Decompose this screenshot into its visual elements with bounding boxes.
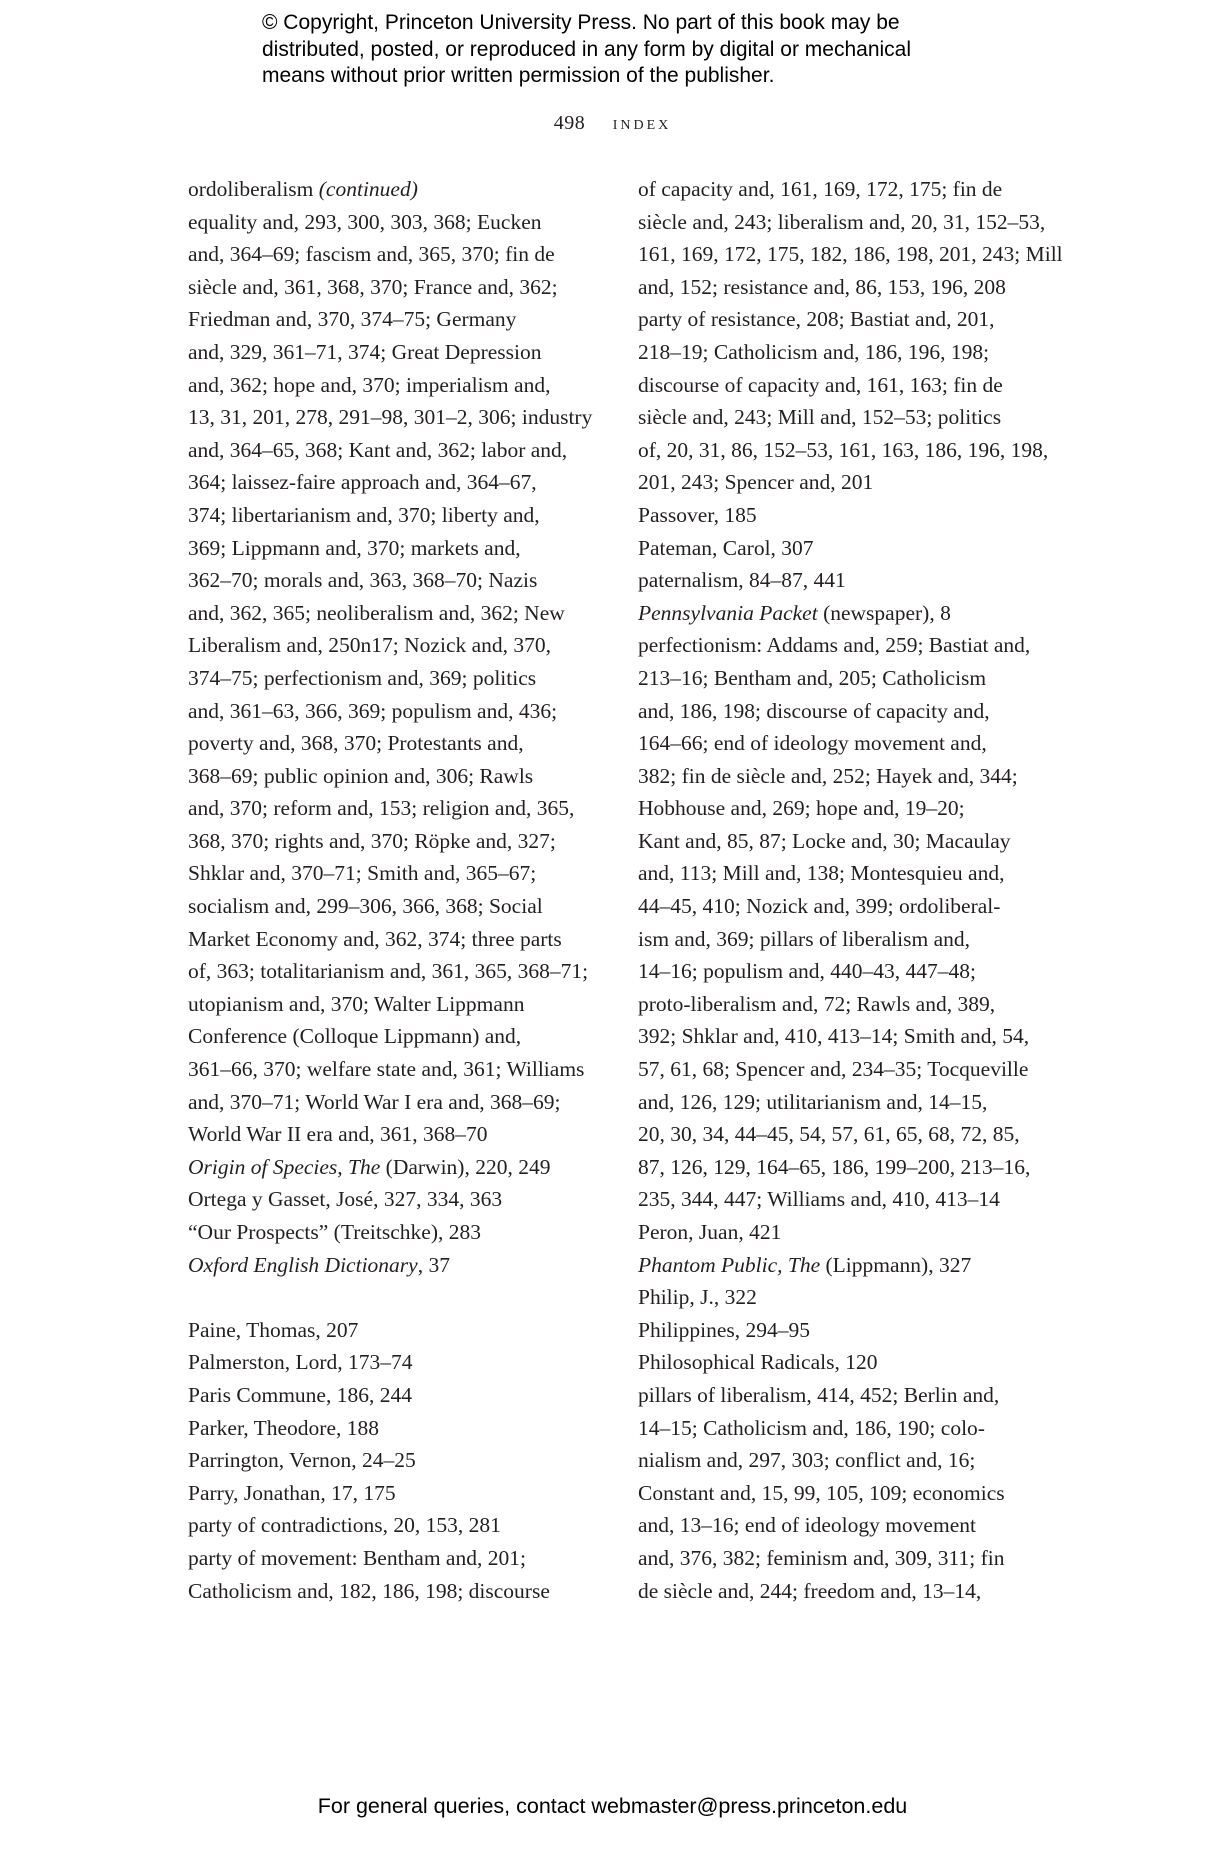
index-subentry-line: and, 364–65, 368; Kant and, 362; labor and,: [188, 437, 568, 462]
index-entry-heading: [638, 303, 1058, 336]
entry-term: pillars of liberalism, 414, 452; Berlin and,: [638, 1382, 1000, 1407]
index-subentry-line: siècle and, 243; Mill and, 152–53; politics: [638, 405, 1002, 430]
index-column-right: [638, 173, 1063, 1607]
index-subentry-line: and, 370; reform and, 153; religion and, 365,: [188, 796, 575, 821]
index-subentry-line: discourse of capacity and, 161, 163; fin de: [638, 372, 1003, 397]
index-subentry-line: Liberalism and, 250n17; Nozick and, 370,: [188, 633, 552, 658]
index-entry: [638, 1379, 1058, 1607]
copyright-line: © Copyright, Princeton University Press. No part of this book may be: [262, 11, 900, 34]
entry-pages: , 37: [417, 1252, 450, 1277]
index-subentry-line: and, 370–71; World War I era and, 368–69;: [188, 1089, 561, 1114]
index-entry: [188, 1151, 608, 1184]
entry-title: Phantom Public, The: [638, 1252, 821, 1277]
index-subentry-line: 44–45, 410; Nozick and, 399; ordoliberal-: [638, 894, 1001, 919]
index-entry: Parrington, Vernon, 24–25: [188, 1448, 416, 1473]
entry-term: party of resistance, 208; Bastiat and, 201,: [638, 307, 995, 332]
index-entry: paternalism, 84–87, 441: [638, 568, 846, 593]
index-subentry-line: 368, 370; rights and, 370; Röpke and, 327;: [188, 828, 556, 853]
copyright-line: means without prior written permission of the publisher.: [262, 64, 775, 87]
index-subentry-line: and, 126, 129; utilitarianism and, 14–15,: [638, 1089, 988, 1114]
index-subentry-line: siècle and, 243; liberalism and, 20, 31, 152–53,: [638, 209, 1046, 234]
index-entry: Philip, J., 322: [638, 1285, 757, 1310]
index-subentry-line: ism and, 369; pillars of liberalism and,: [638, 926, 971, 951]
index-subentry-line: of, 20, 31, 86, 152–53, 161, 163, 186, 196, 198,: [638, 437, 1049, 462]
index-subentry-line: 368–69; public opinion and, 306; Rawls: [188, 763, 534, 788]
index-subentry-line: de siècle and, 244; freedom and, 13–14,: [638, 1578, 982, 1603]
index-entry: [638, 1249, 1058, 1282]
index-subentry-line: 87, 126, 129, 164–65, 186, 199–200, 213–16,: [638, 1154, 1031, 1179]
index-subentry-line: 213–16; Bentham and, 205; Catholicism: [638, 665, 987, 690]
index-entry-heading: [638, 1379, 1058, 1412]
index-entry-heading: [638, 629, 1058, 662]
index-subentry-line: proto-liberalism and, 72; Rawls and, 389,: [638, 991, 996, 1016]
index-subentry-line: and, 361–63, 366, 369; populism and, 436;: [188, 698, 558, 723]
index-subentry-line: 235, 344, 447; Williams and, 410, 413–14: [638, 1187, 1000, 1212]
index-entry: Paris Commune, 186, 244: [188, 1382, 412, 1407]
entry-term: perfectionism: Addams and, 259; Bastiat and,: [638, 633, 1031, 658]
index-subentry-line: socialism and, 299–306, 366, 368; Social: [188, 894, 543, 919]
page-number: 498: [553, 112, 586, 134]
index-subentry-line: 362–70; morals and, 363, 368–70; Nazis: [188, 568, 538, 593]
entry-term: party of movement: Bentham and, 201;: [188, 1545, 526, 1570]
index-entry-continued: [638, 173, 1063, 303]
index-subentry-line: and, 376, 382; feminism and, 309, 311; fin: [638, 1545, 1005, 1570]
index-subentry-line: 164–66; end of ideology movement and,: [638, 731, 987, 756]
index-subentry-line: 14–15; Catholicism and, 186, 190; colo-: [638, 1415, 985, 1440]
entry-pages: (Darwin), 220, 249: [380, 1154, 551, 1179]
index-subentry-line: poverty and, 368, 370; Protestants and,: [188, 731, 524, 756]
page-title: index: [612, 112, 672, 134]
index-subentry-line: 14–16; populism and, 440–43, 447–48;: [638, 959, 977, 984]
index-entry: [638, 597, 1058, 630]
index-entry-heading: [188, 173, 608, 206]
entry-pages: (Lippmann), 327: [820, 1252, 972, 1277]
index-subentry-line: 13, 31, 201, 278, 291–98, 301–2, 306; industry: [188, 405, 593, 430]
index-subentry-line: and, 362; hope and, 370; imperialism and,: [188, 372, 551, 397]
index-subentry-line: of, 363; totalitarianism and, 361, 365, 368–71;: [188, 959, 589, 984]
index-subentry-line: 364; laissez-faire approach and, 364–67,: [188, 470, 537, 495]
index-subentry-line: Constant and, 15, 99, 105, 109; economics: [638, 1480, 1005, 1505]
index-entry: Philosophical Radicals, 120: [638, 1350, 878, 1375]
index-entry: Pateman, Carol, 307: [638, 535, 814, 560]
index-subentry-line: and, 364–69; fascism and, 365, 370; fin de: [188, 242, 555, 267]
index-entry: Passover, 185: [638, 502, 757, 527]
entry-pages: (newspaper), 8: [817, 600, 951, 625]
index-entry: [638, 629, 1058, 1216]
index-subentry-line: and, 13–16; end of ideology movement: [638, 1513, 976, 1538]
entry-term: ordoliberalism: [188, 177, 314, 201]
section-gap: [188, 1281, 608, 1314]
index-entry: Philippines, 294–95: [638, 1317, 811, 1342]
index-subentry-line: nialism and, 297, 303; conflict and, 16;: [638, 1448, 976, 1473]
index-subentry-line: and, 152; resistance and, 86, 153, 196, 208: [638, 274, 1006, 299]
index-entry: Peron, Juan, 421: [638, 1220, 782, 1244]
copyright-notice: [262, 10, 1022, 90]
index-subentry-line: and, 362, 365; neoliberalism and, 362; New: [188, 600, 565, 625]
index-entry: [188, 1542, 608, 1607]
footer-contact: For general queries, contact webmaster@press.princeton.edu: [317, 1794, 908, 1818]
index-subentry-line: and, 329, 361–71, 374; Great Depression: [188, 339, 542, 364]
index-subentry-line: Hobhouse and, 269; hope and, 19–20;: [638, 796, 965, 821]
index-entry: Parker, Theodore, 188: [188, 1415, 379, 1440]
index-subentry-line: 218–19; Catholicism and, 186, 196, 198;: [638, 339, 990, 364]
entry-title: Origin of Species, The: [188, 1154, 381, 1179]
index-subentry-line: and, 186, 198; discourse of capacity and,: [638, 698, 990, 723]
index-subentry-line: Market Economy and, 362, 374; three parts: [188, 926, 562, 951]
index-subentry-line: World War II era and, 361, 368–70: [188, 1122, 488, 1147]
index-subentry-line: of capacity and, 161, 169, 172, 175; fin de: [638, 177, 1003, 201]
index-subentry-line: 374; libertarianism and, 370; liberty and,: [188, 502, 540, 527]
index-entry: Parry, Jonathan, 17, 175: [188, 1480, 396, 1505]
index-subentry-line: equality and, 293, 300, 303, 368; Eucken: [188, 209, 542, 234]
index-subentry-line: 20, 30, 34, 44–45, 54, 57, 61, 65, 68, 72, 85,: [638, 1122, 1020, 1147]
index-subentry-line: 392; Shklar and, 410, 413–14; Smith and, 54,: [638, 1024, 1030, 1049]
index-subentry-line: 201, 243; Spencer and, 201: [638, 470, 874, 495]
index-entry: Palmerston, Lord, 173–74: [188, 1350, 413, 1375]
entry-qualifier: (continued): [318, 177, 418, 201]
index-entry: [188, 1249, 608, 1282]
index-subentry-line: Shklar and, 370–71; Smith and, 365–67;: [188, 861, 537, 886]
index-subentry-line: Kant and, 85, 87; Locke and, 30; Macaulay: [638, 828, 1011, 853]
index-entry-heading: [188, 1542, 608, 1575]
running-head: [0, 112, 1225, 135]
index-subentry-line: Friedman and, 370, 374–75; Germany: [188, 307, 517, 332]
index-subentry-line: 369; Lippmann and, 370; markets and,: [188, 535, 521, 560]
index-entry: party of contradictions, 20, 153, 281: [188, 1513, 501, 1538]
index-subentry-line: 382; fin de siècle and, 252; Hayek and, 344;: [638, 763, 1018, 788]
index-entry: Ortega y Gasset, José, 327, 334, 363: [188, 1187, 503, 1212]
index-subentry-line: 57, 61, 68; Spencer and, 234–35; Tocqueville: [638, 1057, 1029, 1082]
entry-title: Oxford English Dictionary: [188, 1252, 418, 1277]
copyright-line: distributed, posted, or reproduced in any form by digital or mechanical: [262, 37, 912, 61]
index-column-left: [188, 173, 608, 1607]
index-entry: [188, 173, 608, 1151]
index-subentry-line: 361–66, 370; welfare state and, 361; Williams: [188, 1057, 585, 1082]
index-subentry-line: and, 113; Mill and, 138; Montesquieu and,: [638, 861, 1005, 886]
index-subentry-line: utopianism and, 370; Walter Lippmann: [188, 991, 525, 1016]
index-subentry-line: siècle and, 361, 368, 370; France and, 362;: [188, 274, 558, 299]
index-subentry-line: Catholicism and, 182, 186, 198; discourse: [188, 1578, 550, 1603]
index-entry: [638, 303, 1058, 499]
index-subentry-line: 161, 169, 172, 175, 182, 186, 198, 201, 243; Mill: [638, 242, 1063, 267]
entry-title: Pennsylvania Packet: [638, 600, 818, 625]
index-entry: “Our Prospects” (Treitschke), 283: [188, 1220, 481, 1244]
index-entry: Paine, Thomas, 207: [188, 1317, 359, 1342]
index-subentry-line: 374–75; perfectionism and, 369; politics: [188, 665, 537, 690]
index-subentry-line: Conference (Colloque Lippmann) and,: [188, 1024, 522, 1049]
